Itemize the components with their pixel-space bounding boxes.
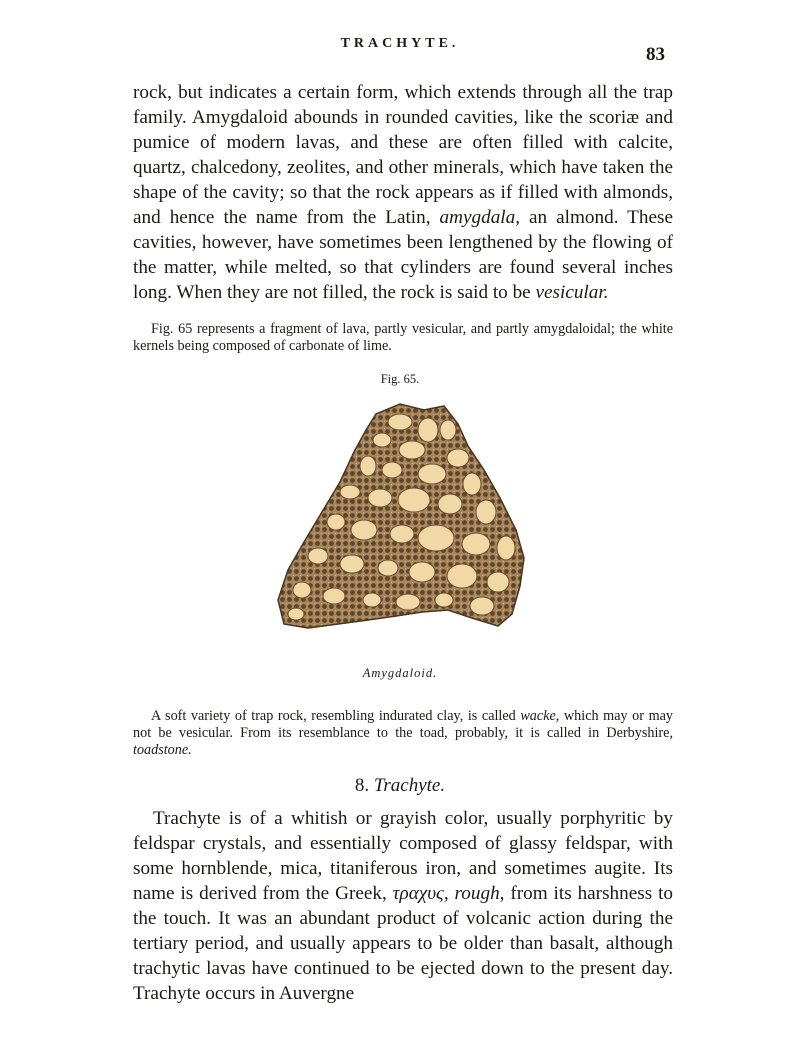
rock-fragment-drawing [272, 400, 534, 640]
paragraph-text: rock, but indicates a certain form, which extends through all the trap family. Amygdaloid abounds in rounded cavities, like the scoriæ and pumice of modern lavas, and these are often filled with calcite, quartz, chalcedony, zeolites, and other minerals, which have taken the shape of the cavity; so that the rock appears as if filled with almonds, and hence the name from the Latin, [133, 82, 673, 228]
note-text: A soft variety of trap rock, resembling indurated clay, is called [151, 708, 521, 724]
latin-term: amygdala, [439, 207, 521, 228]
paragraph-text: from its harshness to the touch. It was an abundant product of volcanic action during the tertiary period, and usually appears to be older than basalt, although trachytic lavas have continued to be ejected down to the present day. Trachyte occurs in Auvergne [133, 883, 673, 1004]
term-rough: rough, [448, 883, 505, 904]
paragraph-trachyte [133, 806, 673, 1006]
section-title: Trachyte. [373, 775, 446, 796]
note-text: Fig. 65 represents a fragment of lava, partly vesicular, and partly amygdaloidal; the white kernels being composed of carbonate of lime. [133, 321, 673, 354]
section-number: 8. [354, 775, 370, 796]
paragraph-amygdaloid [133, 80, 673, 305]
running-title: TRACHYTE. [340, 36, 460, 51]
term-toadstone: toadstone. [133, 742, 192, 758]
greek-word: τραχυς, [392, 883, 449, 904]
figure-note [133, 321, 673, 355]
paragraph-text: an almond. These cavities, however, have sometimes been lengthened by the flowing of the matter, while melted, so that cylinders are found several inches long. When they are not filled, the rock is said to be [133, 207, 673, 303]
figure-label: Fig. 65. [380, 372, 420, 386]
term-vesicular: vesicular. [535, 282, 609, 303]
section-heading [0, 775, 800, 797]
page-number: 83 [646, 44, 665, 65]
note-text: which may or may not be vesicular. From its resemblance to the toad, probably, it is called in Derbyshire, [133, 708, 674, 741]
term-wacke: wacke, [520, 708, 560, 724]
paragraph-text: Trachyte is of a whitish or grayish color, usually porphyritic by feldspar crystals, and essentially composed of glassy feldspar, with some hornblende, mica, titaniferous iron, and sometimes augite. Its name is derived from the Greek, [133, 808, 673, 904]
wacke-note [133, 708, 673, 759]
figure-caption: Amygdaloid. [362, 666, 438, 680]
amygdaloid-illustration [272, 400, 534, 640]
